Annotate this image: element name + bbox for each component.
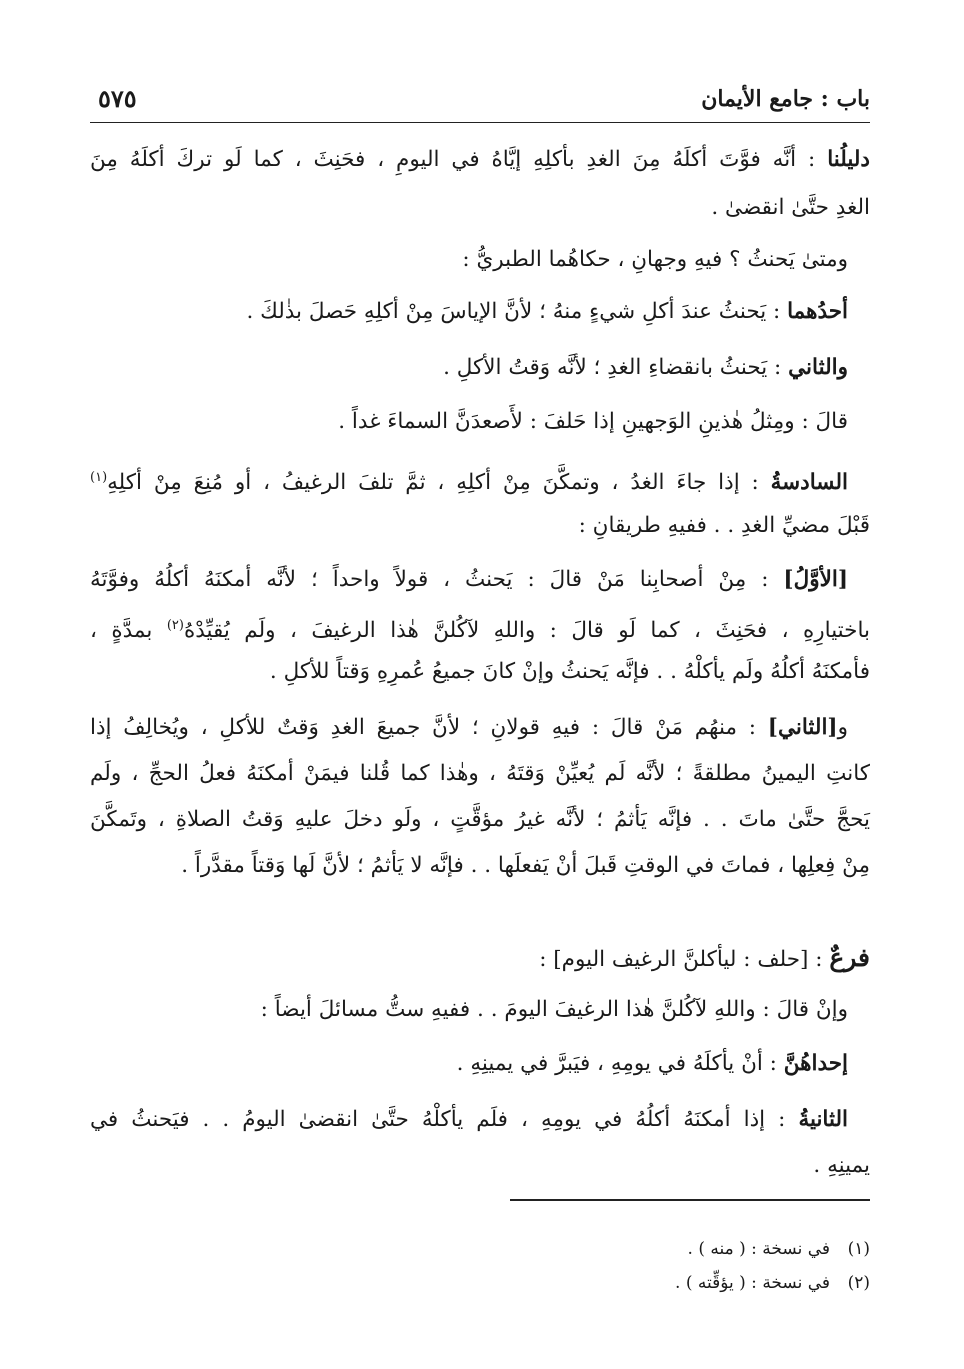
text-line: وإنْ قالَ : واللهِ لآكُلنَّ هٰذا الرغيفَ اليومَ . . ففيهِ ستُّ مسائلَ أيضاً :: [260, 997, 848, 1022]
text-span: : يَحنثُ بانقضاءِ الغدِ ؛ لأنَّه وَقتُ الأكلِ .: [443, 355, 789, 380]
bold-term: فرعٌ: [829, 943, 870, 972]
text-line: [90, 1046, 848, 1082]
text-line: كانتِ اليمينُ مطلقةً ؛ لأنَّه لَم يُعيِّنْ وَقتَهُ ، وهٰذا كما قُلنا فيمَنْ أمكنَهُ فعلُ الحجِّ ، ولَم: [90, 761, 870, 786]
bold-term: الثانيةُ: [798, 1107, 848, 1132]
text-span: : أنْ يأكلَهُ في يومِهِ ، فيَبرَّ في يمينِهِ .: [456, 1051, 784, 1076]
text-span: باختيارِهِ ، فحَنِثَ ، كما لَو قالَ : واللهِ لآكُلنَّ هٰذا الرغيفَ ، ولَم يُقيِّدْهُ: [183, 618, 870, 644]
text-line: يَحجَّ حتَّىٰ ماتَ . . فإنَّه يَأثمُ ؛ لأنَّه غيرُ مؤقَّتٍ ، ولَو دخلَ عليهِ وَقتُ الصلاةِ ، وتَمكَّنَ: [90, 807, 870, 832]
footnote-number: (١): [847, 1239, 870, 1259]
footnote: [675, 1270, 870, 1296]
text-line: فأمكنَهُ أكلُهُ ولَم يأكلْهُ . . فإنَّه يَحنثُ وإنْ كانَ جميعُ عُمرِهِ وَقتاً للأكلِ .: [269, 659, 870, 684]
text-line: مِنْ فِعلِها ، فماتَ في الوقتِ قَبلَ أنْ يَفعلَها . . فإنَّه لا يَأثمُ ؛ لأنَّ لَها وَقتاً مقدَّراً .: [181, 853, 870, 878]
footnote-number: (٢): [847, 1273, 870, 1293]
footnote-text: في نسخة : ( منه ) .: [687, 1239, 830, 1259]
footnote-mark: (٢): [166, 618, 184, 633]
text-span: بمدَّةٍ ،: [90, 618, 167, 644]
text-line: قالَ : ومِثلُ هٰذينِ الوَجهينِ إذا حَلفَ : لأَصعدَنَّ السماءَ غداً .: [338, 409, 848, 434]
footnote-separator: [510, 1199, 870, 1201]
footnote: [688, 1236, 870, 1262]
text-span: : إذا أمكنَهُ أكلُهُ في يومِهِ ، فلَم يأكلْهُ حتَّىٰ انقضىٰ اليومُ . . فيَحنثُ في: [90, 1107, 799, 1132]
text-span: و: [837, 715, 848, 740]
text-line: [90, 294, 848, 330]
text-line: [90, 608, 870, 649]
running-title: باب : جامع الأيمان: [701, 86, 870, 112]
text-line: [90, 460, 848, 501]
bold-term: إحداهُنَّ: [783, 1051, 848, 1076]
text-line: [90, 710, 848, 746]
text-span: : مِنْ أصحابِنا مَنْ قالَ : يَحنثُ ، قولاً واحداً ؛ لأنَّه أمكنَهُ أكلُهُ وفوَّتَهُ: [90, 567, 784, 592]
page-number: ٥٧٥: [98, 84, 137, 113]
text-line: [90, 142, 870, 178]
bold-term: دليلُنا: [827, 147, 870, 172]
bold-term: [الثاني]: [767, 715, 838, 740]
text-span: : [حلف : ليأكلنَّ الرغيف اليوم] :: [539, 947, 830, 972]
text-line: قَبْلَ مضيِّ الغدِ . . ففيهِ طريقانِ :: [578, 513, 870, 538]
footnote-text: في نسخة : ( يؤقِّته ) .: [675, 1273, 830, 1293]
text-line: الغدِ حتَّىٰ انقضىٰ .: [711, 195, 870, 220]
text-span: : إذا جاءَ الغدُ ، وتمكَّنَ مِنْ أكلِهِ ، ثمَّ تلفَ الرغيفُ ، أو مُنِعَ مِنْ أكلِهِ: [107, 470, 771, 496]
bold-term: أحدُهما: [787, 299, 848, 324]
book-page: [90, 80, 870, 1320]
text-span: : يَحنثُ عندَ أكلِ شيءٍ منهُ ؛ لأنَّ الإياسَ مِنْ أكلِهِ حَصلَ بذٰلكَ .: [246, 299, 788, 324]
bold-term: السادسةُ: [770, 470, 848, 496]
text-line: [90, 350, 848, 386]
footnote-mark: (١): [90, 470, 108, 485]
bold-term: [الأوَّلُ]: [783, 567, 848, 592]
text-line: [90, 562, 848, 598]
text-line: [90, 1102, 848, 1138]
text-line: ومتىٰ يَحنثُ ؟ فيهِ وجهانِ ، حكاهُما الطبريُّ :: [462, 247, 848, 272]
text-span: : منهُم مَنْ قالَ : فيهِ قولانِ ؛ لأنَّ جميعَ الغدِ وَقتٌ للأكلِ ، ويُخالِفُ إذا: [90, 715, 768, 740]
bold-term: والثاني: [788, 355, 848, 380]
page-header: [90, 80, 870, 123]
text-line: يمينِهِ .: [813, 1153, 870, 1178]
text-span: : أنَّه فوَّتَ أكلَهُ مِنَ الغدِ بأكلِهِ إيَّاهُ في اليومِ ، فحَنِثَ ، كما لَو تركَ أكلَهُ مِنَ: [90, 147, 828, 172]
section-heading: [90, 940, 870, 978]
